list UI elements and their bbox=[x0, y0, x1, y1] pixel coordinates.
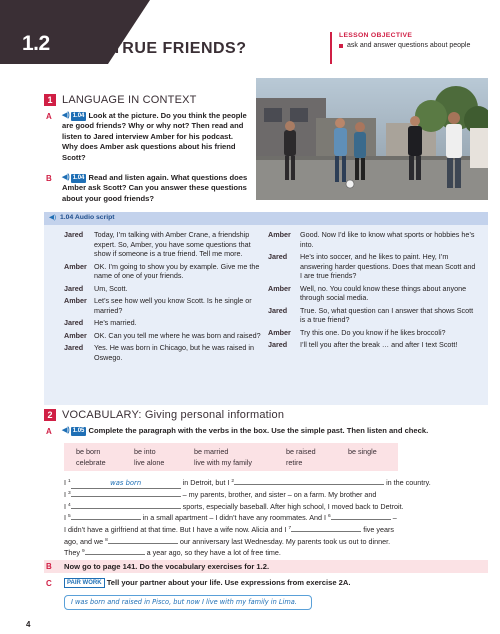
script-column-right bbox=[268, 230, 478, 353]
exercise-2c-instructions: PAIR WORK Tell your partner about your life. Use expressions from exercise 2A. bbox=[64, 578, 484, 588]
lesson-title: TRUE FRIENDS? bbox=[112, 40, 247, 57]
exercise-letter: B bbox=[46, 174, 52, 183]
paragraph-line: I $^3$ – my parents, brother, and sister – on a farm. My brother and bbox=[64, 490, 377, 499]
friends-playing-soccer-photo bbox=[256, 78, 488, 200]
page-number: 4 bbox=[26, 620, 31, 629]
section-title: LANGUAGE IN CONTEXT bbox=[62, 94, 197, 106]
word-item: be single bbox=[348, 447, 377, 456]
script-line: Jared Um, Scott. bbox=[64, 283, 128, 293]
speaker-icon: ◀) bbox=[62, 174, 70, 182]
paragraph-line: I $^4$ sports, especially baseball. After high school, I moved back to Detroit. bbox=[64, 501, 404, 511]
answer-blank[interactable] bbox=[331, 512, 391, 520]
audio-track-button[interactable]: ◀) 1.04 bbox=[62, 174, 85, 182]
paragraph-line: I $^1$ was born in Detroit, but I $^2$ in the country. bbox=[64, 478, 431, 487]
section-number: 1 bbox=[44, 94, 56, 106]
script-line: Jared True. So, what question can I answer that shows Scott is a true friend? bbox=[268, 305, 474, 324]
section-title: VOCABULARY: Giving personal information bbox=[62, 409, 285, 421]
paragraph-line: They $^9$ a year ago, so they have a lot of free time. bbox=[64, 548, 281, 558]
script-line: Amber Good. Now I’d like to know what sports or hobbies he’s into. bbox=[268, 230, 475, 249]
exercise-letter: C bbox=[46, 579, 52, 588]
bullet-icon bbox=[339, 44, 343, 48]
script-line: Jared Yes. He was born in Chicago, but he was raised in Oswego. bbox=[64, 343, 254, 362]
answer-blank[interactable] bbox=[291, 524, 361, 532]
fill-in-paragraph bbox=[64, 477, 474, 559]
answer-blank[interactable] bbox=[234, 477, 384, 485]
answer-blank[interactable] bbox=[71, 489, 181, 497]
script-line: Amber Well, no. You could know these things about anyone through social media. bbox=[268, 283, 467, 302]
exercise-letter: A bbox=[46, 112, 52, 121]
word-item: live alone bbox=[134, 458, 165, 467]
script-line: Amber Try this one. Do you know if he likes broccoli? bbox=[268, 327, 446, 337]
script-line: Amber OK. I’m going to show you by example. Give me the name of one of your friends. bbox=[64, 261, 260, 280]
answer-blank[interactable]: was born bbox=[71, 479, 181, 489]
objective-heading: LESSON OBJECTIVE bbox=[339, 32, 413, 39]
word-item: be married bbox=[194, 447, 229, 456]
exercise-letter: B bbox=[46, 562, 52, 571]
exercise-2a-instructions: ◀) 1.05 Complete the paragraph with the verbs in the box. Use the simple past. Then listen and check. bbox=[62, 426, 429, 435]
audio-script-box bbox=[44, 212, 488, 405]
lesson-number: 1.2 bbox=[22, 32, 50, 55]
answer-blank[interactable] bbox=[71, 501, 181, 509]
word-item: retire bbox=[286, 458, 303, 467]
speaker-icon: ◀) bbox=[62, 112, 70, 120]
script-line: Jared He’s into soccer, and he likes to paint. Hey, I’m answering harder questions. Does that mean Scott and I are true friends? bbox=[268, 252, 476, 280]
paragraph-line: ago, and we $^8$ our anniversary last Wednesday. My parents took us out to dinner. bbox=[64, 536, 391, 546]
script-line: Jared I’ll tell you after the break … and after I text Scott! bbox=[268, 340, 458, 349]
word-box bbox=[64, 443, 398, 471]
word-item: live with my family bbox=[194, 458, 252, 467]
exercise-2b-instructions[interactable]: Now go to page 141. Do the vocabulary exercises for 1.2. bbox=[64, 562, 270, 571]
pair-work-badge: PAIR WORK bbox=[64, 578, 105, 588]
script-line: Jared Today, I’m talking with Amber Crane, a friendship expert. So, Amber, you have some questions that show if someone is a true friend. Tell me more. bbox=[64, 230, 251, 258]
example-answer: I was born and raised in Pisco, but now I live with my family in Lima. bbox=[64, 595, 312, 610]
speaker-icon: ◀) bbox=[62, 427, 70, 435]
audio-track-button[interactable]: ◀) 1.05 bbox=[62, 427, 85, 435]
objective-item bbox=[339, 41, 479, 50]
objective-text: ask and answer questions about people bbox=[347, 42, 471, 49]
script-column-left bbox=[64, 230, 264, 365]
word-item: be born bbox=[76, 447, 101, 456]
objective-divider bbox=[330, 32, 332, 64]
word-item: celebrate bbox=[76, 458, 106, 467]
paragraph-line: I $^5$ in a small apartment – I didn’t have any roommates. And I $^6$ – bbox=[64, 513, 397, 523]
speaker-icon: ◀) bbox=[49, 214, 57, 221]
section-number: 2 bbox=[44, 409, 56, 421]
exercise-1b-instructions: ◀) 1.04 Read and listen again. What questions does Amber ask Scott? Can you answer these questions about your good friends? bbox=[62, 173, 248, 203]
exercise-1a-instructions: ◀) 1.04 Look at the picture. Do you think the people are good friends? Why or why not? Then read and listen to Jared interview Amber for his podcast. Why does Amber ask questions about his friend Scott? bbox=[62, 111, 247, 162]
exercise-letter: A bbox=[46, 427, 52, 436]
audio-script-header[interactable] bbox=[44, 212, 488, 225]
audio-script-title: 1.04 Audio script bbox=[60, 214, 115, 221]
answer-blank[interactable] bbox=[85, 547, 145, 555]
script-line: Jared He’s married. bbox=[64, 318, 137, 327]
paragraph-line: I didn’t have a girlfriend at that time. But I have a wife now. Alicia and I $^7$ five years bbox=[64, 524, 394, 534]
word-item: be into bbox=[134, 447, 156, 456]
script-line: Amber Let’s see how well you know Scott. Is he single or married? bbox=[64, 296, 252, 315]
script-line: Amber OK. Can you tell me where he was born and raised? bbox=[64, 330, 261, 340]
audio-track-button[interactable]: ◀) 1.04 bbox=[62, 112, 85, 120]
word-item: be raised bbox=[286, 447, 316, 456]
answer-blank[interactable] bbox=[71, 512, 141, 520]
answer-blank[interactable] bbox=[108, 536, 178, 544]
